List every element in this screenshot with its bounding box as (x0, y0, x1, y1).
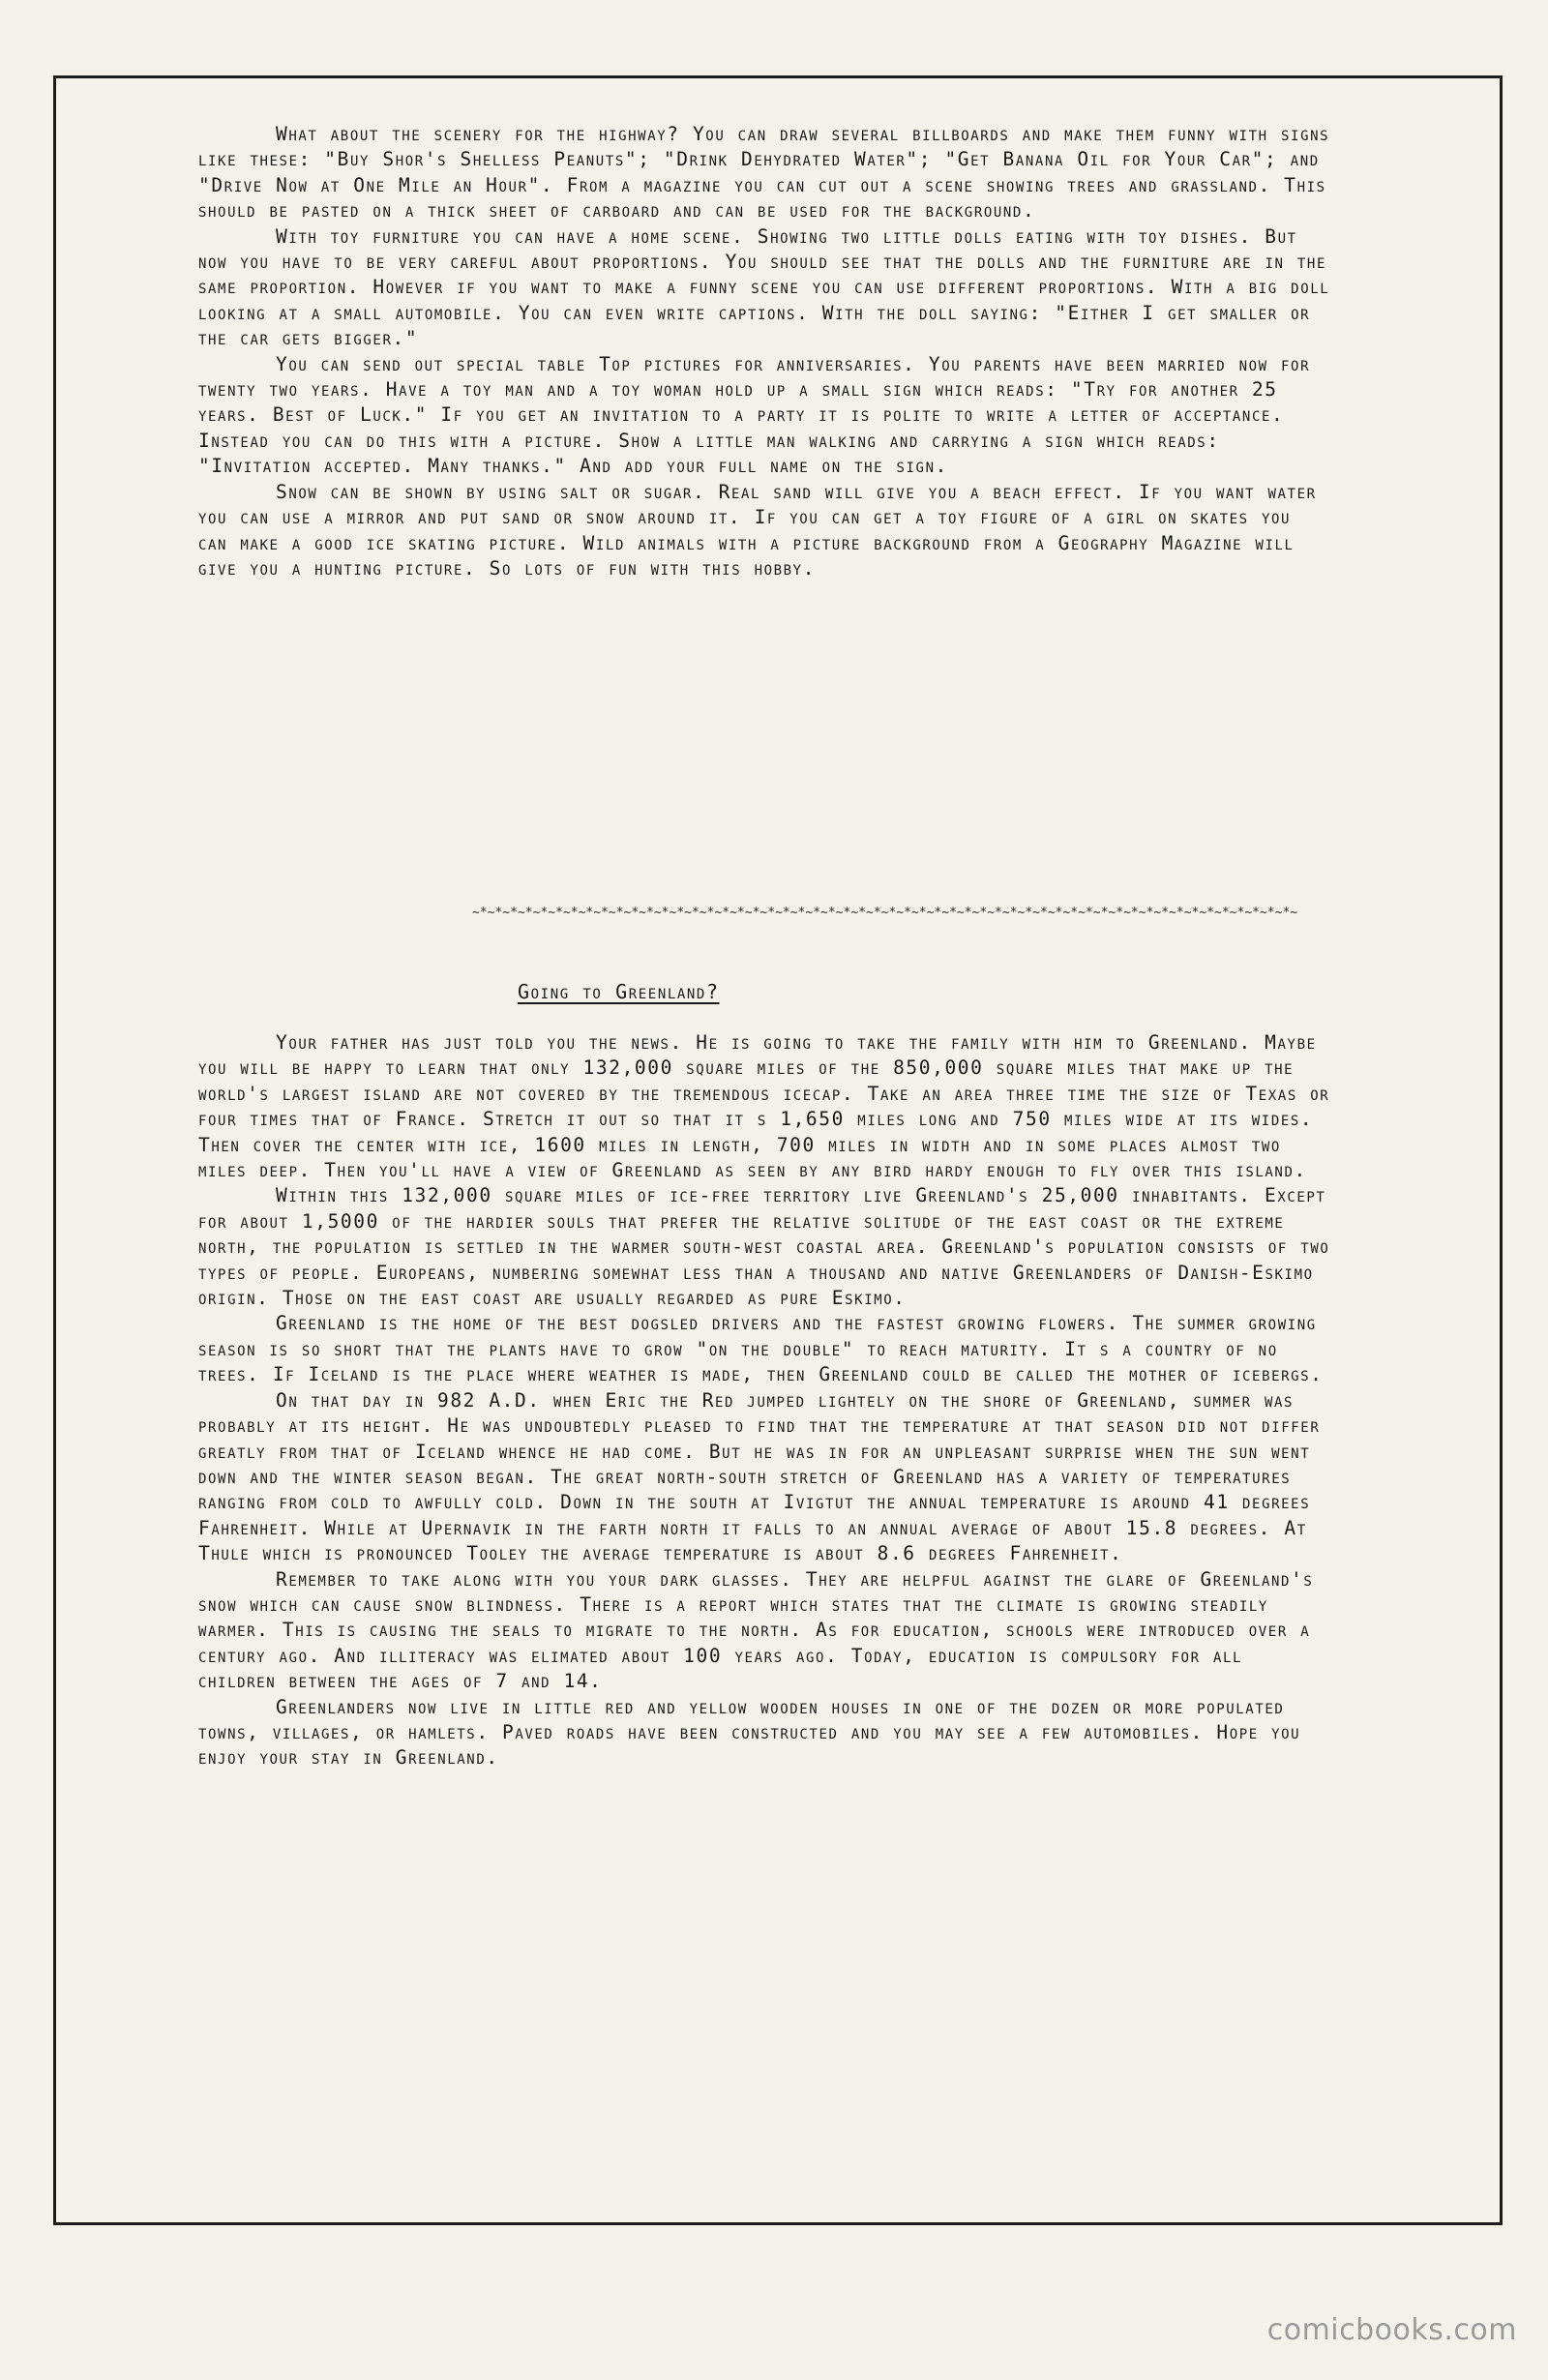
paragraph: Greenlanders now live in little red and yellow wooden houses in one of the dozen or more populated towns, villages, or hamlets. Paved roads have been constructed and you may see a few automobiles. Hope you enjoy your stay in Greenland. (198, 1695, 1301, 1770)
article-greenland (198, 1030, 1330, 1771)
paragraph: With toy furniture you can have a home scene. Showing two little dolls eating with toy dishes. But now you have to be very careful about proportions. You should see that the dolls and the furniture are in the same proportion. However if you want to make a funny scene you can use different proportions. With a big doll looking at a small automobile. You can even write captions. With the doll saying: "Either I get smaller or the car gets bigger." (198, 224, 1330, 350)
section-divider: ~*~*~*~*~*~*~*~*~*~*~*~*~*~*~*~*~*~*~*~*~*~*~*~*~*~*~*~*~*~*~*~*~*~*~*~*~*~*~*~*~*~*~*~*~*~*~*~*~*~*~*~*~*~*~ (472, 906, 1298, 920)
watermark: comicbooks.com (1266, 2313, 1517, 2347)
paragraph: Within this 132,000 square miles of ice-free territory live Greenland's 25,000 inhabitants. Except for about 1,5000 of the hardier souls that prefer the relative solitude of the east coast or the extreme north, the population is settled in the warmer south-west coastal area. Greenland's population consists of two types of people. Europeans, numbering somewhat less than a thousand and native Greenlanders of Danish-Eskimo origin. Those on the east coast are usually regarded as pure Eskimo. (198, 1184, 1330, 1310)
paragraph: Remember to take along with you your dark glasses. They are helpful against the glare of Greenland's snow which can cause snow blindness. There is a report which states that the climate is growing steadily warmer. This is causing the seals to migrate to the north. As for education, schools were introduced over a century ago. And illiteracy was elimated about 100 years ago. Today, education is compulsory for all children between the ages of 7 and 14. (198, 1567, 1314, 1693)
paragraph: Greenland is the home of the best dogsled drivers and the fastest growing flowers. The summer growing season is so short that the plants have to grow "on the double" to reach maturity. It s a country of no trees. If Iceland is the place where weather is made, then Greenland could be called the mother of icebergs. (198, 1312, 1324, 1386)
article-title: Going to Greenland? (518, 980, 720, 1003)
paragraph: What about the scenery for the highway? You can draw several billboards and make them funny with signs like these: "Buy Shor's Shelless Peanuts"; "Drink Dehydrated Water"; "Get Banana Oil for Your Car"; and "Drive Now at One Mile an Hour". From a magazine you can cut out a scene showing trees and grassland. This should be pasted on a thick sheet of carboard and can be used for the background. (198, 123, 1330, 223)
article-hobby-scenery (198, 122, 1330, 581)
paragraph: On that day in 982 A.D. when Eric the Red jumped lightely on the shore of Greenland, summer was probably at its height. He was undoubtedly pleased to find that the temperature at that season did not differ greatly from that of Iceland whence he had come. But he was in for an unpleasant surprise when the sun went down and the winter season began. The great north-south stretch of Greenland has a variety of temperatures ranging from cold to awfully cold. Down in the south at Ivigtut the annual temperature is around 41 degrees Fahrenheit. While at Upernavik in the farth north it falls to an annual average of about 15.8 degrees. At Thule which is pronounced Tooley the average temperature is about 8.6 degrees Fahrenheit. (198, 1388, 1321, 1565)
paragraph: Your father has just told you the news. He is going to take the family with him to Greenland. Maybe you will be happy to learn that only 132,000 square miles of the 850,000 square miles that make up the world's largest island are not covered by the tremendous icecap. Take an area three time the size of Texas or four times that of France. Stretch it out so that it s 1,650 miles long and 750 miles wide at its wides. Then cover the center with ice, 1600 miles in length, 700 miles in width and in some places almost two miles deep. Then you'll have a view of Greenland as seen by any bird hardy enough to fly over this island. (198, 1031, 1330, 1182)
paragraph: You can send out special table Top pictures for anniversaries. You parents have been married now for twenty two years. Have a toy man and a toy woman hold up a small sign which reads: "Try for another 25 years. Best of Luck." If you get an invitation to a party it is polite to write a letter of acceptance. Instead you can do this with a picture. Show a little man walking and carrying a sign which reads: "Invitation accepted. Many thanks." And add your full name on the sign. (198, 352, 1311, 478)
paragraph: Snow can be shown by using salt or sugar. Real sand will give you a beach effect. If you want water you can use a mirror and put sand or snow around it. If you can get a toy figure of a girl on skates you can make a good ice skating picture. Wild animals with a picture background from a Geography Magazine will give you a hunting picture. So lots of fun with this hobby. (198, 480, 1317, 580)
